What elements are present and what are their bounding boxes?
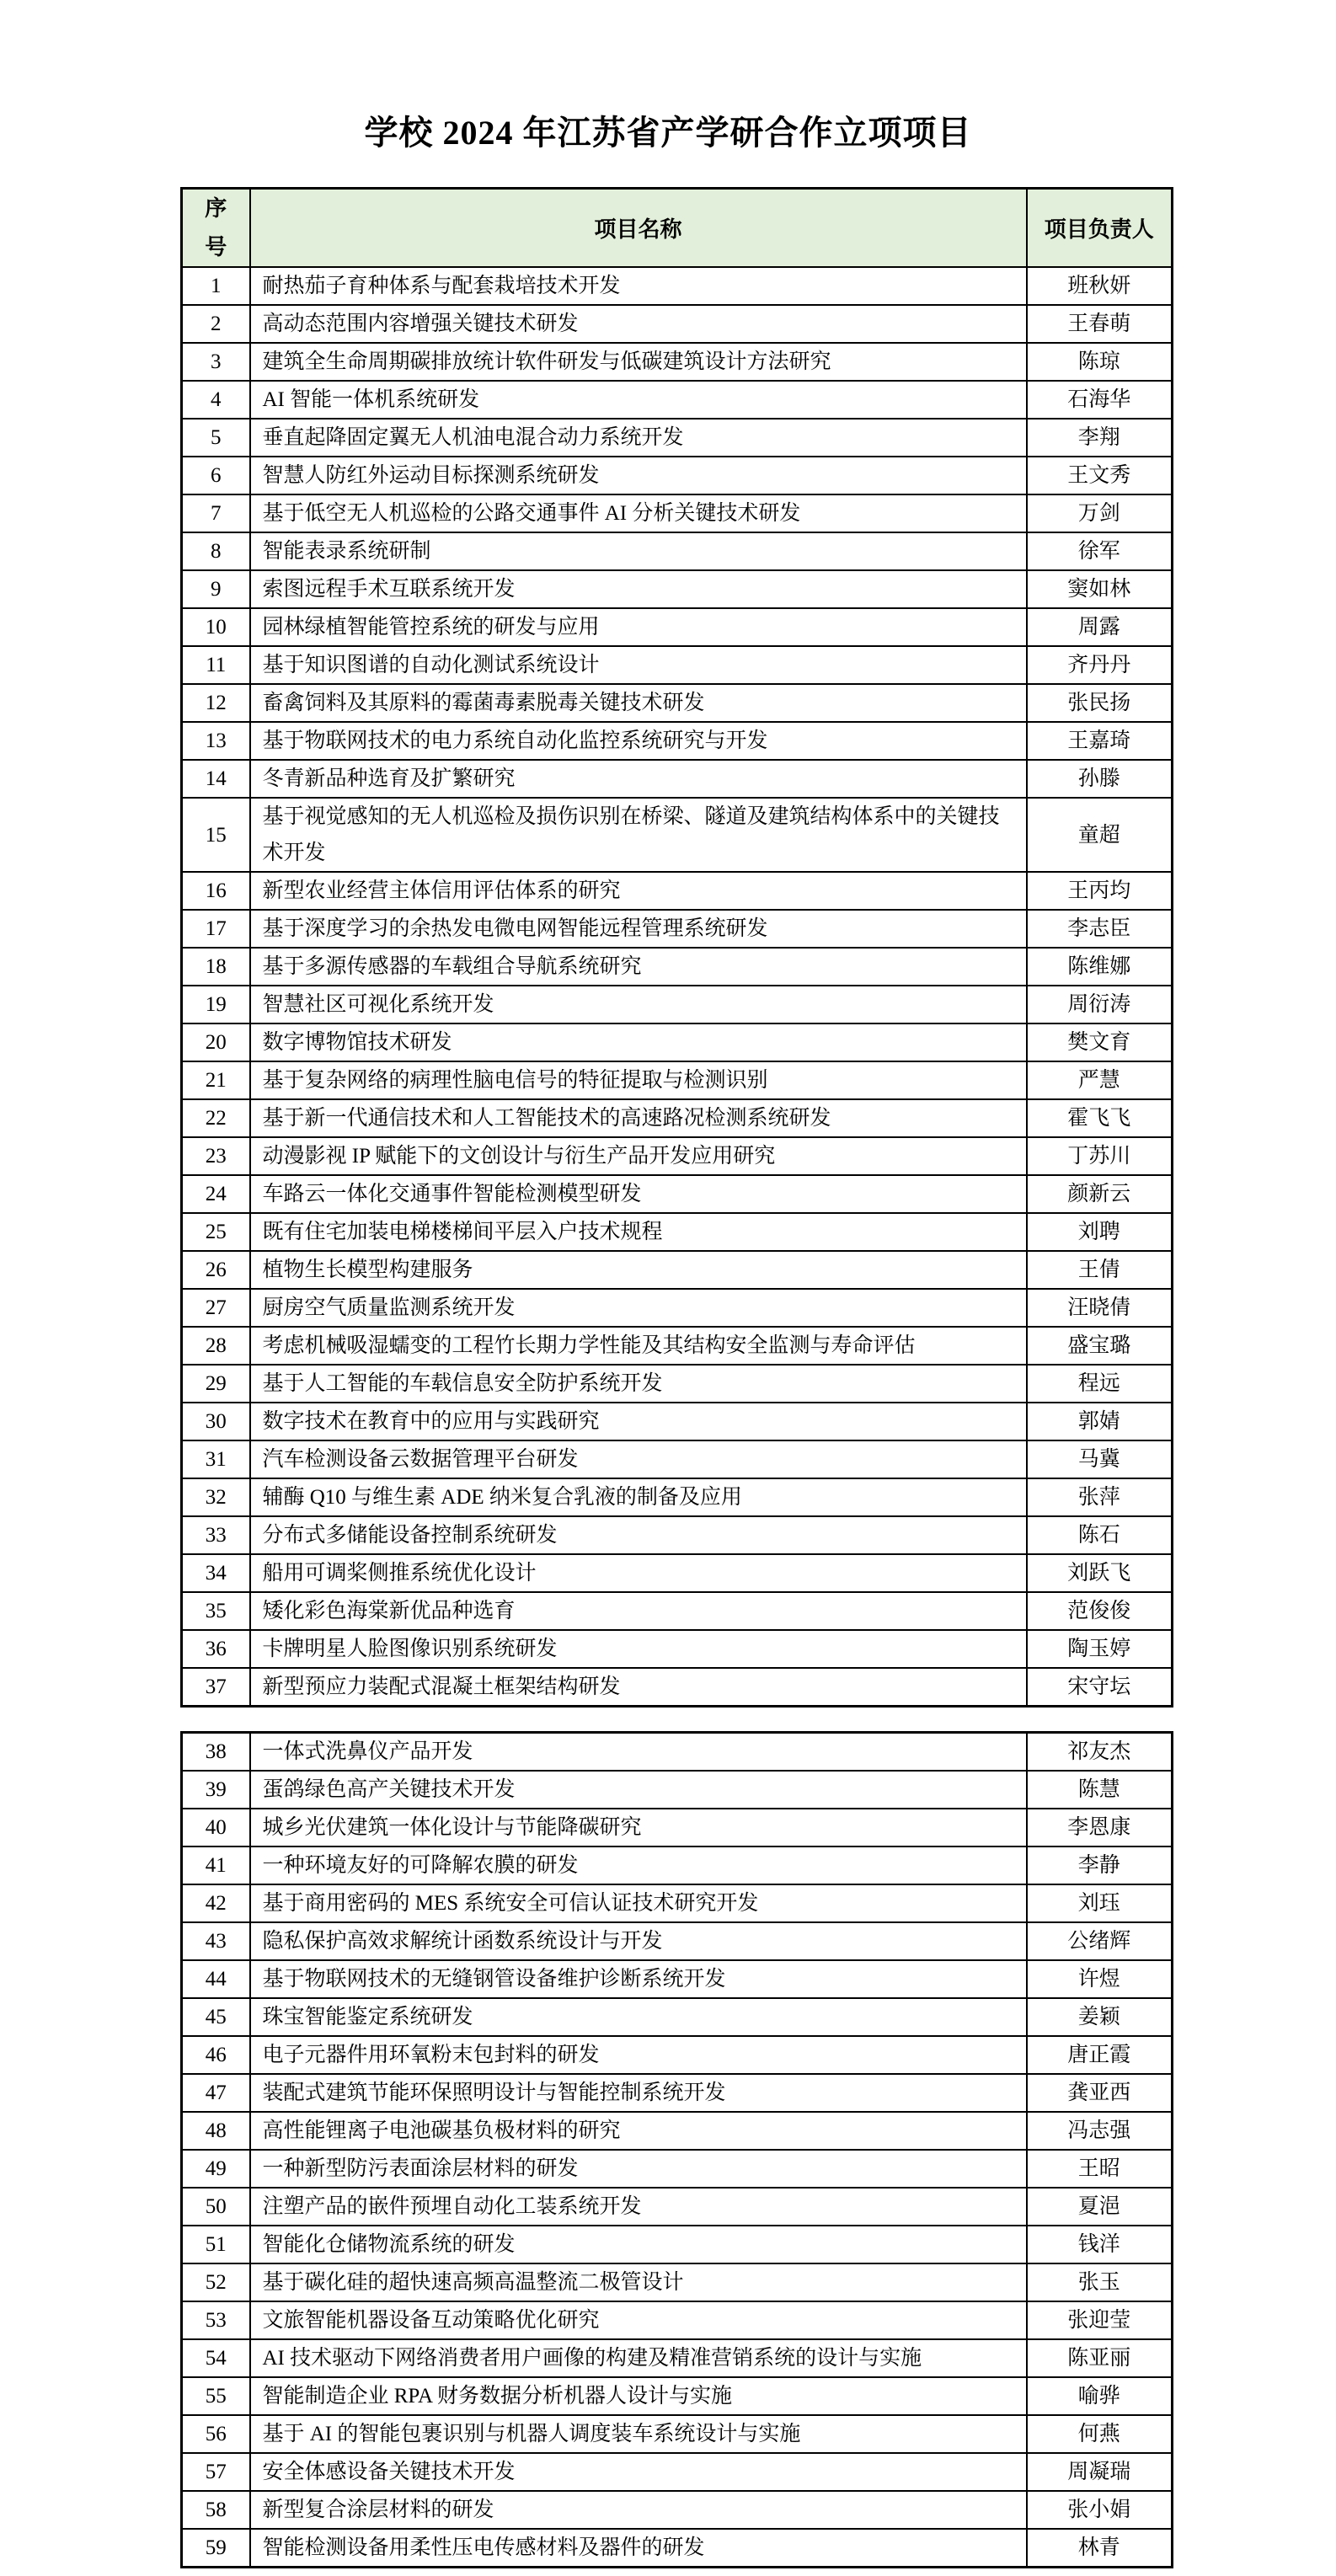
table-row	[182, 2263, 1173, 2301]
table-row	[182, 2074, 1173, 2112]
table-row	[182, 494, 1173, 532]
row-index: 52	[182, 2263, 250, 2301]
table-row	[182, 1668, 1173, 1707]
project-name: 分布式多储能设备控制系统研发	[250, 1516, 1027, 1554]
project-leader: 齐丹丹	[1027, 646, 1173, 684]
project-name: 畜禽饲料及其原料的霉菌毒素脱毒关键技术研发	[250, 684, 1027, 722]
row-index: 2	[182, 305, 250, 343]
project-leader: 王倩	[1027, 1251, 1173, 1289]
table-header	[182, 189, 1173, 268]
project-leader: 严慧	[1027, 1061, 1173, 1099]
row-index: 30	[182, 1403, 250, 1440]
row-index: 25	[182, 1213, 250, 1251]
table-row	[182, 1809, 1173, 1846]
project-name: 文旅智能机器设备互动策略优化研究	[250, 2301, 1027, 2339]
project-leader: 公绪辉	[1027, 1922, 1173, 1960]
project-leader: 徐军	[1027, 532, 1173, 570]
table-row	[182, 419, 1173, 457]
header-index	[182, 189, 250, 268]
table-row	[182, 1099, 1173, 1137]
project-name: 植物生长模型构建服务	[250, 1251, 1027, 1289]
table-row	[182, 1365, 1173, 1403]
project-leader: 夏浥	[1027, 2188, 1173, 2226]
table-row	[182, 1960, 1173, 1998]
row-index: 12	[182, 684, 250, 722]
project-leader: 喻骅	[1027, 2377, 1173, 2415]
project-name: 珠宝智能鉴定系统研发	[250, 1998, 1027, 2036]
project-leader: 郭婧	[1027, 1403, 1173, 1440]
project-name: 高性能锂离子电池碳基负极材料的研究	[250, 2112, 1027, 2150]
table-row	[182, 1289, 1173, 1327]
row-index: 58	[182, 2491, 250, 2529]
project-name: 注塑产品的嵌件预埋自动化工装系统开发	[250, 2188, 1027, 2226]
table-row	[182, 1023, 1173, 1061]
project-leader: 陈维娜	[1027, 948, 1173, 986]
row-index: 40	[182, 1809, 250, 1846]
project-name: 智能化仓储物流系统的研发	[250, 2226, 1027, 2263]
project-leader: 龚亚西	[1027, 2074, 1173, 2112]
project-name: AI 智能一体机系统研发	[250, 381, 1027, 419]
project-leader: 宋守坛	[1027, 1668, 1173, 1707]
project-leader: 王昭	[1027, 2150, 1173, 2188]
table-row	[182, 1251, 1173, 1289]
project-name: 园林绿植智能管控系统的研发与应用	[250, 608, 1027, 646]
project-leader: 王文秀	[1027, 457, 1173, 494]
project-leader: 马冀	[1027, 1440, 1173, 1478]
table-row	[182, 986, 1173, 1023]
project-leader: 陈慧	[1027, 1771, 1173, 1809]
project-leader: 王嘉琦	[1027, 722, 1173, 760]
table-row	[182, 1440, 1173, 1478]
project-name: 基于物联网技术的无缝钢管设备维护诊断系统开发	[250, 1960, 1027, 1998]
table-row	[182, 872, 1173, 910]
table-row	[182, 646, 1173, 684]
row-index: 37	[182, 1668, 250, 1707]
project-name: 装配式建筑节能环保照明设计与智能控制系统开发	[250, 2074, 1027, 2112]
project-name: 基于深度学习的余热发电微电网智能远程管理系统研发	[250, 910, 1027, 948]
project-name: 车路云一体化交通事件智能检测模型研发	[250, 1175, 1027, 1213]
project-leader: 盛宝璐	[1027, 1327, 1173, 1365]
row-index: 46	[182, 2036, 250, 2074]
row-index: 23	[182, 1137, 250, 1175]
row-index: 35	[182, 1592, 250, 1630]
row-index: 45	[182, 1998, 250, 2036]
project-leader: 班秋妍	[1027, 267, 1173, 305]
table-row	[182, 1733, 1173, 1772]
project-leader: 石海华	[1027, 381, 1173, 419]
table-row	[182, 1213, 1173, 1251]
project-leader: 张萍	[1027, 1478, 1173, 1516]
row-index: 36	[182, 1630, 250, 1668]
row-index: 34	[182, 1554, 250, 1592]
project-name: 新型农业经营主体信用评估体系的研究	[250, 872, 1027, 910]
project-name: 数字博物馆技术研发	[250, 1023, 1027, 1061]
row-index: 24	[182, 1175, 250, 1213]
table-row	[182, 2226, 1173, 2263]
table-row	[182, 570, 1173, 608]
project-name: 城乡光伏建筑一体化设计与节能降碳研究	[250, 1809, 1027, 1846]
row-index: 48	[182, 2112, 250, 2150]
project-leader: 祁友杰	[1027, 1733, 1173, 1772]
project-name: 基于低空无人机巡检的公路交通事件 AI 分析关键技术研发	[250, 494, 1027, 532]
table-row	[182, 2301, 1173, 2339]
project-name: 既有住宅加装电梯楼梯间平层入户技术规程	[250, 1213, 1027, 1251]
row-index: 18	[182, 948, 250, 986]
project-name: 垂直起降固定翼无人机油电混合动力系统开发	[250, 419, 1027, 457]
row-index: 15	[182, 798, 250, 872]
project-name: 耐热茄子育种体系与配套栽培技术开发	[250, 267, 1027, 305]
table-row	[182, 1137, 1173, 1175]
table-row	[182, 1846, 1173, 1884]
project-leader: 程远	[1027, 1365, 1173, 1403]
table-row	[182, 948, 1173, 986]
table-row	[182, 343, 1173, 381]
header-project-name: 项目名称	[250, 189, 1027, 268]
row-index: 16	[182, 872, 250, 910]
project-name: 基于碳化硅的超快速高频高温整流二极管设计	[250, 2263, 1027, 2301]
project-leader: 李静	[1027, 1846, 1173, 1884]
table-row	[182, 2150, 1173, 2188]
table-row	[182, 2377, 1173, 2415]
row-index: 54	[182, 2339, 250, 2377]
row-index: 9	[182, 570, 250, 608]
project-name: 汽车检测设备云数据管理平台研发	[250, 1440, 1027, 1478]
project-name: 智能表录系统研制	[250, 532, 1027, 570]
project-name: 动漫影视 IP 赋能下的文创设计与衍生产品开发应用研究	[250, 1137, 1027, 1175]
project-leader: 林青	[1027, 2529, 1173, 2568]
project-name: 建筑全生命周期碳排放统计软件研发与低碳建筑设计方法研究	[250, 343, 1027, 381]
row-index: 8	[182, 532, 250, 570]
project-name: 索图远程手术互联系统开发	[250, 570, 1027, 608]
table-row	[182, 1554, 1173, 1592]
project-name: 矮化彩色海棠新优品种选育	[250, 1592, 1027, 1630]
table-row	[182, 1175, 1173, 1213]
project-leader: 张小娟	[1027, 2491, 1173, 2529]
project-name: 高动态范围内容增强关键技术研发	[250, 305, 1027, 343]
row-index: 3	[182, 343, 250, 381]
project-name: 一种环境友好的可降解农膜的研发	[250, 1846, 1027, 1884]
table-row	[182, 1998, 1173, 2036]
projects-table-section-1	[180, 187, 1173, 1708]
project-leader: 霍飞飞	[1027, 1099, 1173, 1137]
project-name: 基于视觉感知的无人机巡检及损伤识别在桥梁、隧道及建筑结构体系中的关键技术开发	[250, 798, 1027, 872]
project-leader: 张民扬	[1027, 684, 1173, 722]
row-index: 53	[182, 2301, 250, 2339]
table-row	[182, 1403, 1173, 1440]
project-name: 一种新型防污表面涂层材料的研发	[250, 2150, 1027, 2188]
project-leader: 冯志强	[1027, 2112, 1173, 2150]
table-row	[182, 532, 1173, 570]
project-leader: 许煜	[1027, 1960, 1173, 1998]
table-row	[182, 2453, 1173, 2491]
row-index: 31	[182, 1440, 250, 1478]
project-leader: 周衍涛	[1027, 986, 1173, 1023]
row-index: 56	[182, 2415, 250, 2453]
row-index: 39	[182, 1771, 250, 1809]
project-name: 安全体感设备关键技术开发	[250, 2453, 1027, 2491]
table-row	[182, 305, 1173, 343]
table-row	[182, 2529, 1173, 2568]
project-leader: 何燕	[1027, 2415, 1173, 2453]
project-name: AI 技术驱动下网络消费者用户画像的构建及精准营销系统的设计与实施	[250, 2339, 1027, 2377]
project-name: 电子元器件用环氧粉末包封料的研发	[250, 2036, 1027, 2074]
row-index: 14	[182, 760, 250, 798]
project-leader: 刘跃飞	[1027, 1554, 1173, 1592]
row-index: 47	[182, 2074, 250, 2112]
project-name: 基于知识图谱的自动化测试系统设计	[250, 646, 1027, 684]
row-index: 51	[182, 2226, 250, 2263]
row-index: 19	[182, 986, 250, 1023]
project-leader: 王丙均	[1027, 872, 1173, 910]
table-row	[182, 1922, 1173, 1960]
project-name: 智慧人防红外运动目标探测系统研发	[250, 457, 1027, 494]
project-name: 新型复合涂层材料的研发	[250, 2491, 1027, 2529]
row-index: 29	[182, 1365, 250, 1403]
project-leader: 汪晓倩	[1027, 1289, 1173, 1327]
row-index: 13	[182, 722, 250, 760]
project-leader: 王春萌	[1027, 305, 1173, 343]
row-index: 38	[182, 1733, 250, 1772]
project-name: 一体式洗鼻仪产品开发	[250, 1733, 1027, 1772]
table-row	[182, 2188, 1173, 2226]
table-row	[182, 910, 1173, 948]
project-leader: 刘聘	[1027, 1213, 1173, 1251]
project-name: 基于多源传感器的车载组合导航系统研究	[250, 948, 1027, 986]
table-row	[182, 1061, 1173, 1099]
row-index: 17	[182, 910, 250, 948]
row-index: 7	[182, 494, 250, 532]
project-leader: 陈亚丽	[1027, 2339, 1173, 2377]
table-row	[182, 684, 1173, 722]
project-name: 卡牌明星人脸图像识别系统研发	[250, 1630, 1027, 1668]
row-index: 50	[182, 2188, 250, 2226]
table-row	[182, 2415, 1173, 2453]
table-row	[182, 1516, 1173, 1554]
project-leader: 窦如林	[1027, 570, 1173, 608]
project-leader: 童超	[1027, 798, 1173, 872]
table-row	[182, 1884, 1173, 1922]
project-leader: 颜新云	[1027, 1175, 1173, 1213]
project-name: 基于人工智能的车载信息安全防护系统开发	[250, 1365, 1027, 1403]
header-index-label: 序号	[205, 196, 227, 259]
page-title: 学校 2024 年江苏省产学研合作立项项目	[364, 114, 972, 152]
project-name: 基于商用密码的 MES 系统安全可信认证技术研究开发	[250, 1884, 1027, 1922]
project-leader: 范俊俊	[1027, 1592, 1173, 1630]
project-name: 新型预应力装配式混凝土框架结构研发	[250, 1668, 1027, 1707]
project-name: 蛋鸽绿色高产关键技术开发	[250, 1771, 1027, 1809]
project-leader: 陈石	[1027, 1516, 1173, 1554]
projects-table-section-2	[180, 1731, 1173, 2568]
header-row	[182, 189, 1173, 268]
project-name: 基于物联网技术的电力系统自动化监控系统研究与开发	[250, 722, 1027, 760]
project-leader: 樊文育	[1027, 1023, 1173, 1061]
row-index: 10	[182, 608, 250, 646]
project-leader: 丁苏川	[1027, 1137, 1173, 1175]
row-index: 55	[182, 2377, 250, 2415]
project-name: 基于 AI 的智能包裹识别与机器人调度装车系统设计与实施	[250, 2415, 1027, 2453]
table-row	[182, 1592, 1173, 1630]
row-index: 6	[182, 457, 250, 494]
row-index: 22	[182, 1099, 250, 1137]
project-name: 数字技术在教育中的应用与实践研究	[250, 1403, 1027, 1440]
project-leader: 张迎莹	[1027, 2301, 1173, 2339]
project-name: 智能制造企业 RPA 财务数据分析机器人设计与实施	[250, 2377, 1027, 2415]
project-name: 船用可调桨侧推系统优化设计	[250, 1554, 1027, 1592]
project-name: 智慧社区可视化系统开发	[250, 986, 1027, 1023]
project-leader: 钱洋	[1027, 2226, 1173, 2263]
project-leader: 李翔	[1027, 419, 1173, 457]
table-row	[182, 1771, 1173, 1809]
table-row	[182, 722, 1173, 760]
project-leader: 张玉	[1027, 2263, 1173, 2301]
project-leader: 万剑	[1027, 494, 1173, 532]
table-row	[182, 1478, 1173, 1516]
row-index: 57	[182, 2453, 250, 2491]
table-row	[182, 2339, 1173, 2377]
project-leader: 孙滕	[1027, 760, 1173, 798]
project-name: 隐私保护高效求解统计函数系统设计与开发	[250, 1922, 1027, 1960]
table-row	[182, 1630, 1173, 1668]
table-body-section-2	[182, 1733, 1173, 2568]
row-index: 27	[182, 1289, 250, 1327]
table-row	[182, 798, 1173, 872]
project-name: 辅酶 Q10 与维生素 ADE 纳米复合乳液的制备及应用	[250, 1478, 1027, 1516]
row-index: 41	[182, 1846, 250, 1884]
table-row	[182, 1327, 1173, 1365]
project-name: 智能检测设备用柔性压电传感材料及器件的研发	[250, 2529, 1027, 2568]
project-name: 基于复杂网络的病理性脑电信号的特征提取与检测识别	[250, 1061, 1027, 1099]
row-index: 20	[182, 1023, 250, 1061]
table-row	[182, 2036, 1173, 2074]
table-row	[182, 457, 1173, 494]
row-index: 43	[182, 1922, 250, 1960]
row-index: 44	[182, 1960, 250, 1998]
project-name: 厨房空气质量监测系统开发	[250, 1289, 1027, 1327]
project-name: 冬青新品种选育及扩繁研究	[250, 760, 1027, 798]
table-row	[182, 381, 1173, 419]
project-name: 基于新一代通信技术和人工智能技术的高速路况检测系统研发	[250, 1099, 1027, 1137]
project-leader: 刘珏	[1027, 1884, 1173, 1922]
row-index: 42	[182, 1884, 250, 1922]
project-leader: 陶玉婷	[1027, 1630, 1173, 1668]
row-index: 5	[182, 419, 250, 457]
project-leader: 周露	[1027, 608, 1173, 646]
table-row	[182, 760, 1173, 798]
row-index: 28	[182, 1327, 250, 1365]
table-row	[182, 2491, 1173, 2529]
table-row	[182, 2112, 1173, 2150]
project-leader: 唐正霞	[1027, 2036, 1173, 2074]
table-body-section-1	[182, 267, 1173, 1707]
row-index: 21	[182, 1061, 250, 1099]
row-index: 49	[182, 2150, 250, 2188]
project-leader: 周凝瑞	[1027, 2453, 1173, 2491]
project-leader: 李志臣	[1027, 910, 1173, 948]
row-index: 26	[182, 1251, 250, 1289]
table-row	[182, 267, 1173, 305]
row-index: 59	[182, 2529, 250, 2568]
project-leader: 姜颖	[1027, 1998, 1173, 2036]
row-index: 11	[182, 646, 250, 684]
header-project-leader: 项目负责人	[1027, 189, 1173, 268]
row-index: 32	[182, 1478, 250, 1516]
row-index: 4	[182, 381, 250, 419]
project-leader: 陈琼	[1027, 343, 1173, 381]
table-row	[182, 608, 1173, 646]
row-index: 33	[182, 1516, 250, 1554]
project-name: 考虑机械吸湿蠕变的工程竹长期力学性能及其结构安全监测与寿命评估	[250, 1327, 1027, 1365]
row-index: 1	[182, 267, 250, 305]
project-leader: 李恩康	[1027, 1809, 1173, 1846]
